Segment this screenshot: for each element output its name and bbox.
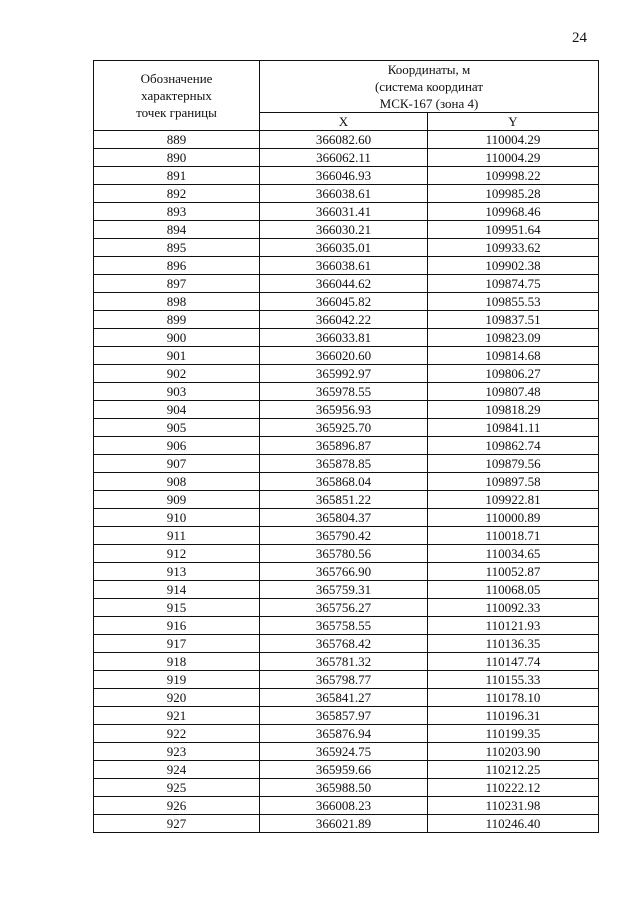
coords-header-line-3: МСК-167 (зона 4) (379, 96, 479, 111)
page-number: 24 (572, 30, 587, 46)
table-row (94, 365, 599, 383)
point-id-cell: 895 (94, 239, 260, 257)
coords-header-line-2: (система координат (374, 79, 484, 94)
point-id-cell: 897 (94, 275, 260, 293)
y-column-header: Y (428, 113, 599, 131)
x-coordinate-cell: 365781.32 (260, 653, 428, 671)
x-coordinate-cell: 365956.93 (260, 401, 428, 419)
table-row (94, 473, 599, 491)
point-id-cell: 914 (94, 581, 260, 599)
table-header (94, 61, 599, 131)
x-coordinate-cell: 366021.89 (260, 815, 428, 833)
table-row (94, 221, 599, 239)
table-row (94, 275, 599, 293)
table-row (94, 599, 599, 617)
coordinates-column-header (260, 61, 599, 113)
point-id-cell: 906 (94, 437, 260, 455)
point-id-cell: 898 (94, 293, 260, 311)
x-coordinate-cell: 365876.94 (260, 725, 428, 743)
table-row (94, 383, 599, 401)
x-coordinate-cell: 366038.61 (260, 185, 428, 203)
x-coordinate-cell: 365896.87 (260, 437, 428, 455)
point-id-cell: 899 (94, 311, 260, 329)
y-coordinate-cell: 110155.33 (428, 671, 599, 689)
point-column-header (94, 61, 260, 131)
x-coordinate-cell: 365759.31 (260, 581, 428, 599)
table-row (94, 455, 599, 473)
y-coordinate-cell: 110052.87 (428, 563, 599, 581)
point-id-cell: 903 (94, 383, 260, 401)
table-row (94, 527, 599, 545)
y-coordinate-cell: 110246.40 (428, 815, 599, 833)
x-coordinate-cell: 365790.42 (260, 527, 428, 545)
x-coordinate-cell: 365766.90 (260, 563, 428, 581)
point-id-cell: 920 (94, 689, 260, 707)
x-coordinate-cell: 366042.22 (260, 311, 428, 329)
x-coordinate-cell: 366030.21 (260, 221, 428, 239)
header-row-top (94, 61, 599, 113)
x-coordinate-cell: 366062.11 (260, 149, 428, 167)
y-coordinate-cell: 109823.09 (428, 329, 599, 347)
point-id-cell: 905 (94, 419, 260, 437)
point-header-line-3: точек границы (136, 105, 217, 120)
table-row (94, 545, 599, 563)
table-row (94, 149, 599, 167)
table-row (94, 743, 599, 761)
table-row (94, 509, 599, 527)
table-row (94, 779, 599, 797)
table-row (94, 311, 599, 329)
point-id-cell: 917 (94, 635, 260, 653)
point-id-cell: 904 (94, 401, 260, 419)
table-row (94, 329, 599, 347)
point-id-cell: 919 (94, 671, 260, 689)
point-id-cell: 915 (94, 599, 260, 617)
y-coordinate-cell: 110000.89 (428, 509, 599, 527)
point-id-cell: 908 (94, 473, 260, 491)
point-id-cell: 911 (94, 527, 260, 545)
y-coordinate-cell: 109922.81 (428, 491, 599, 509)
y-coordinate-cell: 109862.74 (428, 437, 599, 455)
table-row (94, 239, 599, 257)
point-header-line-1: Обозначение (140, 71, 213, 86)
y-coordinate-cell: 109841.11 (428, 419, 599, 437)
point-id-cell: 907 (94, 455, 260, 473)
y-coordinate-cell: 110178.10 (428, 689, 599, 707)
y-coordinate-cell: 110004.29 (428, 131, 599, 149)
table-row (94, 347, 599, 365)
x-coordinate-cell: 365992.97 (260, 365, 428, 383)
table-row (94, 635, 599, 653)
point-id-cell: 900 (94, 329, 260, 347)
y-coordinate-cell: 109902.38 (428, 257, 599, 275)
point-id-cell: 896 (94, 257, 260, 275)
point-id-cell: 909 (94, 491, 260, 509)
point-id-cell: 921 (94, 707, 260, 725)
point-id-cell: 912 (94, 545, 260, 563)
y-coordinate-cell: 109998.22 (428, 167, 599, 185)
point-id-cell: 925 (94, 779, 260, 797)
table-body (94, 131, 599, 833)
x-coordinate-cell: 366045.82 (260, 293, 428, 311)
y-coordinate-cell: 109897.58 (428, 473, 599, 491)
table-row (94, 689, 599, 707)
point-id-cell: 916 (94, 617, 260, 635)
point-id-cell: 893 (94, 203, 260, 221)
y-coordinate-cell: 109951.64 (428, 221, 599, 239)
point-id-cell: 923 (94, 743, 260, 761)
point-id-cell: 918 (94, 653, 260, 671)
y-coordinate-cell: 109814.68 (428, 347, 599, 365)
point-id-cell: 924 (94, 761, 260, 779)
table-row (94, 581, 599, 599)
x-coordinate-cell: 365878.85 (260, 455, 428, 473)
y-coordinate-cell: 110231.98 (428, 797, 599, 815)
y-coordinate-cell: 110136.35 (428, 635, 599, 653)
x-coordinate-cell: 365780.56 (260, 545, 428, 563)
x-coordinate-cell: 365798.77 (260, 671, 428, 689)
y-coordinate-cell: 110199.35 (428, 725, 599, 743)
x-coordinate-cell: 365804.37 (260, 509, 428, 527)
x-coordinate-cell: 365959.66 (260, 761, 428, 779)
x-coordinate-cell: 365868.04 (260, 473, 428, 491)
point-id-cell: 926 (94, 797, 260, 815)
point-id-cell: 902 (94, 365, 260, 383)
point-id-cell: 890 (94, 149, 260, 167)
point-id-cell: 892 (94, 185, 260, 203)
x-coordinate-cell: 366008.23 (260, 797, 428, 815)
table-row (94, 671, 599, 689)
point-id-cell: 891 (94, 167, 260, 185)
table-row (94, 815, 599, 833)
x-coordinate-cell: 366020.60 (260, 347, 428, 365)
table-row (94, 653, 599, 671)
point-id-cell: 889 (94, 131, 260, 149)
x-coordinate-cell: 366035.01 (260, 239, 428, 257)
x-coordinate-cell: 365924.75 (260, 743, 428, 761)
x-coordinate-cell: 366046.93 (260, 167, 428, 185)
x-coordinate-cell: 366082.60 (260, 131, 428, 149)
table-row (94, 761, 599, 779)
point-id-cell: 910 (94, 509, 260, 527)
x-coordinate-cell: 366038.61 (260, 257, 428, 275)
y-coordinate-cell: 109933.62 (428, 239, 599, 257)
y-coordinate-cell: 109879.56 (428, 455, 599, 473)
table-row (94, 617, 599, 635)
y-coordinate-cell: 109874.75 (428, 275, 599, 293)
table-row (94, 437, 599, 455)
table-row (94, 131, 599, 149)
y-coordinate-cell: 110004.29 (428, 149, 599, 167)
table-row (94, 185, 599, 203)
y-coordinate-cell: 109985.28 (428, 185, 599, 203)
point-id-cell: 894 (94, 221, 260, 239)
coords-header-line-1: Координаты, м (387, 62, 471, 77)
y-coordinate-cell: 109806.27 (428, 365, 599, 383)
y-coordinate-cell: 109837.51 (428, 311, 599, 329)
x-coordinate-cell: 365758.55 (260, 617, 428, 635)
point-id-cell: 927 (94, 815, 260, 833)
x-coordinate-cell: 365756.27 (260, 599, 428, 617)
x-coordinate-cell: 365841.27 (260, 689, 428, 707)
x-coordinate-cell: 365857.97 (260, 707, 428, 725)
boundary-coordinates-table (93, 60, 599, 833)
table-row (94, 707, 599, 725)
table-row (94, 167, 599, 185)
point-id-cell: 901 (94, 347, 260, 365)
y-coordinate-cell: 109968.46 (428, 203, 599, 221)
y-coordinate-cell: 110147.74 (428, 653, 599, 671)
y-coordinate-cell: 110068.05 (428, 581, 599, 599)
x-coordinate-cell: 365851.22 (260, 491, 428, 509)
x-coordinate-cell: 366044.62 (260, 275, 428, 293)
x-coordinate-cell: 365925.70 (260, 419, 428, 437)
y-coordinate-cell: 109807.48 (428, 383, 599, 401)
x-coordinate-cell: 365988.50 (260, 779, 428, 797)
table-row (94, 725, 599, 743)
table-row (94, 797, 599, 815)
x-coordinate-cell: 365768.42 (260, 635, 428, 653)
table-row (94, 293, 599, 311)
y-coordinate-cell: 110196.31 (428, 707, 599, 725)
y-coordinate-cell: 110212.25 (428, 761, 599, 779)
y-coordinate-cell: 110034.65 (428, 545, 599, 563)
point-id-cell: 913 (94, 563, 260, 581)
y-coordinate-cell: 110092.33 (428, 599, 599, 617)
x-coordinate-cell: 366033.81 (260, 329, 428, 347)
table-row (94, 419, 599, 437)
table-row (94, 257, 599, 275)
y-coordinate-cell: 110018.71 (428, 527, 599, 545)
table-row (94, 401, 599, 419)
point-header-line-2: характерных (141, 88, 212, 103)
x-coordinate-cell: 366031.41 (260, 203, 428, 221)
x-column-header: X (260, 113, 428, 131)
x-coordinate-cell: 365978.55 (260, 383, 428, 401)
table-row (94, 203, 599, 221)
y-coordinate-cell: 110203.90 (428, 743, 599, 761)
y-coordinate-cell: 110121.93 (428, 617, 599, 635)
table-row (94, 563, 599, 581)
table-row (94, 491, 599, 509)
y-coordinate-cell: 109818.29 (428, 401, 599, 419)
point-id-cell: 922 (94, 725, 260, 743)
y-coordinate-cell: 109855.53 (428, 293, 599, 311)
y-coordinate-cell: 110222.12 (428, 779, 599, 797)
